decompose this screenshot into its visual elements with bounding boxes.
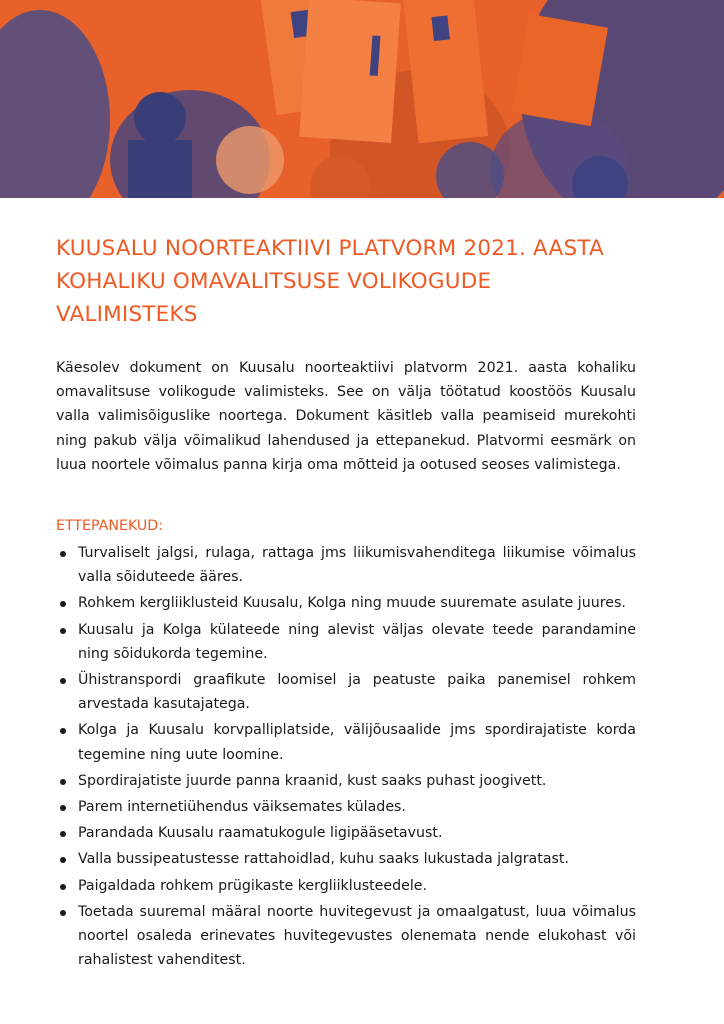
bullet-icon (60, 728, 66, 734)
list-item-text: Rohkem kergliiklusteid Kuusalu, Kolga ning muude suuremate asulate juures. (78, 595, 626, 612)
list-item (56, 821, 636, 845)
intro-paragraph: Käesolev dokument on Kuusalu noorteaktiivi platvorm 2021. aasta kohaliku omavalitsuse volikogude valimisteks. See on välja töötatud koostöös Kuusalu valla valimisõiguslike noortega. Dokument käsitleb valla peamiseid murekohti ning pakub välja võimalikud lahendused ja ettepanekud. Platvormi eesmärk on luua noortele võimalus panna kirja oma mõtteid ja ootused seoses valimistega. (56, 360, 636, 473)
header-photo (0, 0, 724, 198)
proposals-list (56, 541, 636, 974)
title-line: KUUSALU NOORTEAKTIIVI PLATVORM 2021. AASTA (56, 236, 604, 261)
list-item (56, 900, 636, 973)
list-item (56, 591, 636, 615)
list-item-text: Parandada Kuusalu raamatukogule ligipääsetavust. (78, 825, 443, 842)
bullet-icon (60, 551, 66, 557)
list-item-text: Turvaliselt jalgsi, rulaga, rattaga jms liikumisvahenditega liikumise võimalus valla sõiduteede ääres. (78, 545, 636, 586)
bullet-icon (60, 884, 66, 890)
list-item (56, 718, 636, 766)
list-item-text: Valla bussipeatustesse rattahoidlad, kuhu saaks lukustada jalgratast. (78, 851, 569, 868)
list-item-text: Kolga ja Kuusalu korvpalliplatside, välijõusaalide jms spordirajatiste korda tegemine ning uute loomine. (78, 722, 636, 763)
list-item (56, 874, 636, 898)
voting-cards-illustration (0, 0, 724, 198)
proposals-heading: ETTEPANEKUD: (56, 518, 163, 534)
title-line: VALIMISTEKS (56, 302, 198, 327)
list-item-text: Parem internetiühendus väiksemates külades. (78, 799, 406, 816)
bullet-icon (60, 678, 66, 684)
bullet-icon (60, 857, 66, 863)
bullet-icon (60, 805, 66, 811)
list-item-text: Toetada suuremal määral noorte huvitegevust ja omaalgatust, luua võimalus noortel osaleda erinevates huvitegevustes olenemata nende elukohast või rahalistest vahenditest. (78, 903, 636, 969)
page-title (56, 232, 676, 331)
list-item (56, 795, 636, 819)
bullet-icon (60, 628, 66, 634)
list-item (56, 769, 636, 793)
list-item (56, 847, 636, 871)
bullet-icon (60, 831, 66, 837)
list-item-text: Paigaldada rohkem prügikaste kergliiklusteedele. (78, 877, 428, 894)
list-item-text: Spordirajatiste juurde panna kraanid, kust saaks puhast joogivett. (78, 772, 547, 789)
list-item (56, 618, 636, 666)
list-item (56, 668, 636, 716)
bullet-icon (60, 601, 66, 607)
title-line: KOHALIKU OMAVALITSUSE VOLIKOGUDE (56, 269, 492, 294)
bullet-icon (60, 910, 66, 916)
list-item-text: Ühistranspordi graafikute loomisel ja peatuste paika panemisel rohkem arvestada kasutajatega. (78, 672, 636, 713)
list-item (56, 541, 636, 589)
voting-card (512, 14, 608, 126)
bullet-icon (60, 779, 66, 785)
list-item-text: Kuusalu ja Kolga külateede ning alevist väljas olevate teede parandamine ning sõidukorda tegemine. (78, 621, 636, 662)
voting-card (299, 0, 401, 143)
